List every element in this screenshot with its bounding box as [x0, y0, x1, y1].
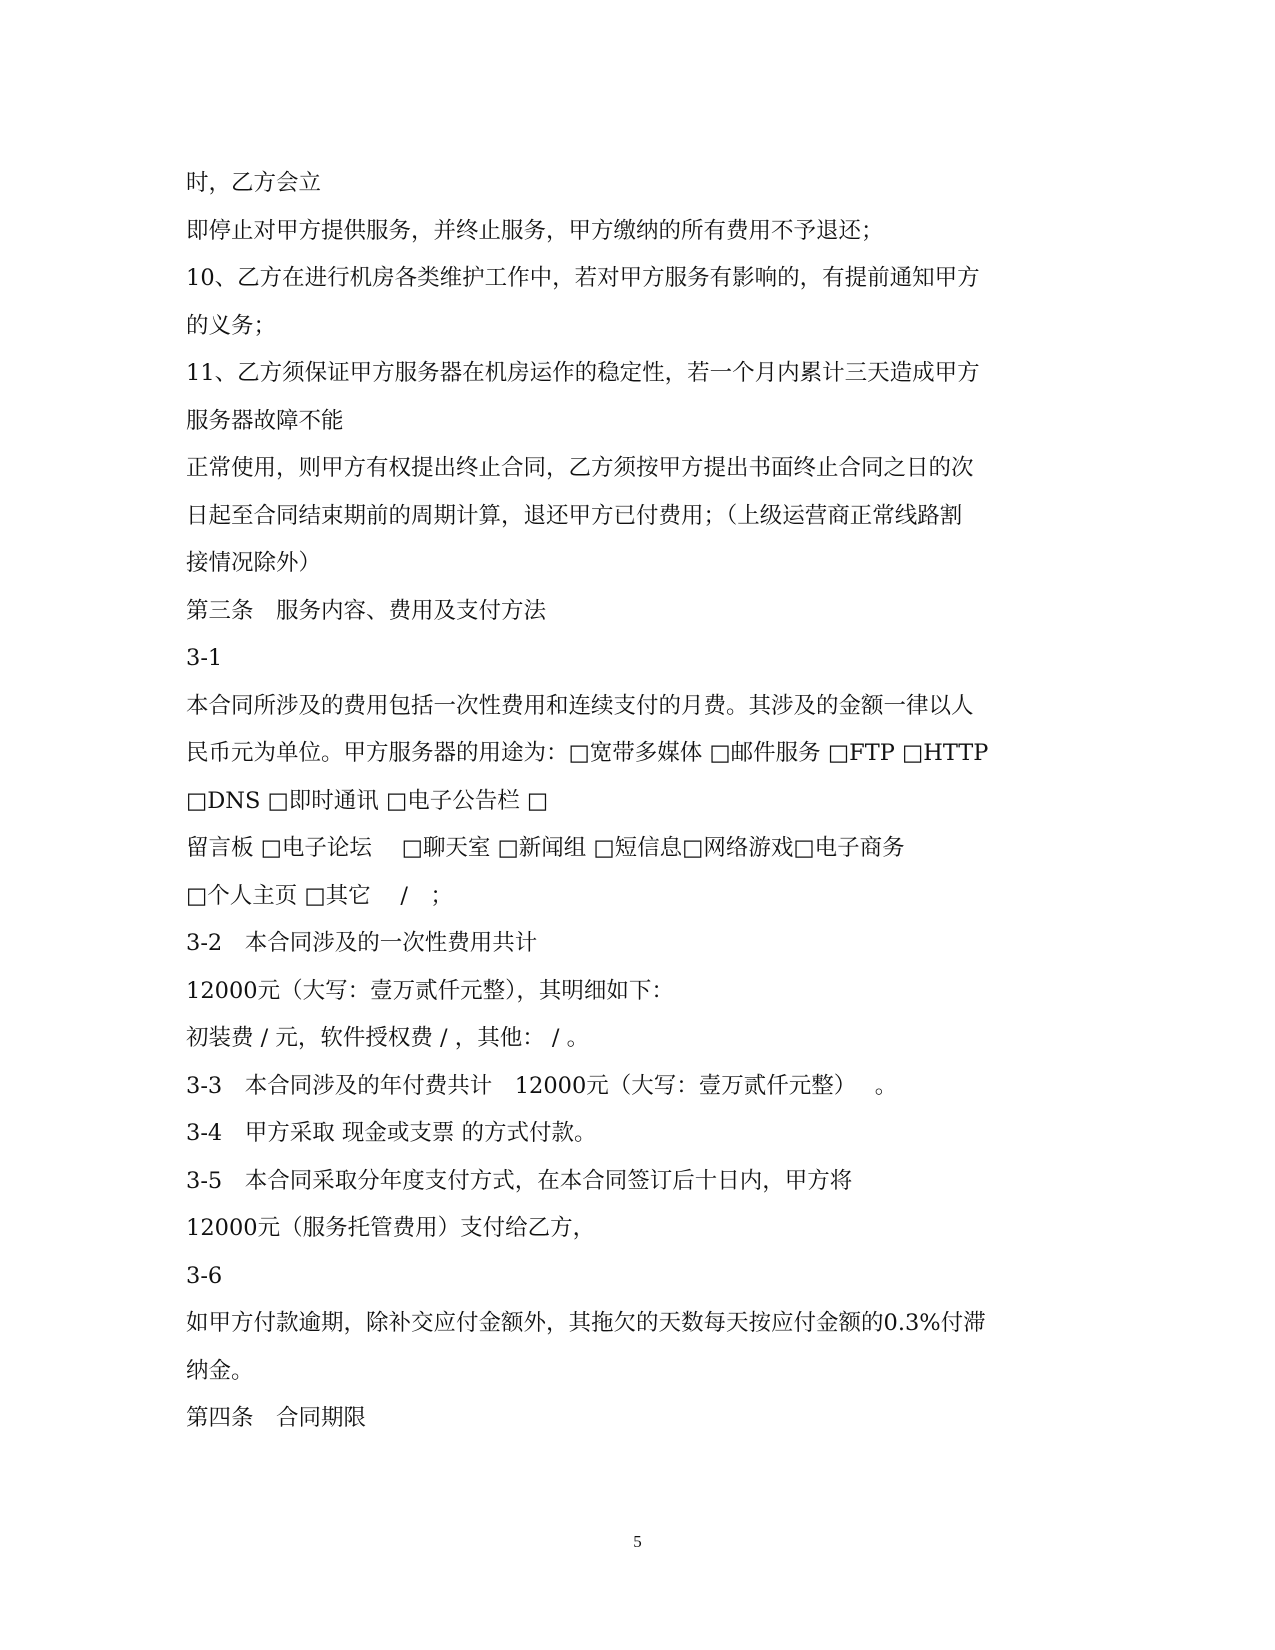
- section-heading: 第三条 服务内容、费用及支付方法: [186, 597, 547, 624]
- text-line: 纳金。: [186, 1357, 254, 1384]
- text-line: 3-2 本合同涉及的一次性费用共计: [186, 930, 538, 956]
- text-line: □个人主页 □其它 / ；: [186, 882, 453, 909]
- text-line: 接情况除外）: [186, 550, 322, 576]
- text-line: 本合同所涉及的费用包括一次性费用和连续支付的月费。其涉及的金额一律以人: [186, 692, 974, 719]
- text-line: 服务器故障不能: [186, 407, 344, 434]
- text-line: 3-5 本合同采取分年度支付方式，在本合同签订后十日内，甲方将: [186, 1167, 853, 1194]
- text-line: 10、乙方在进行机房各类维护工作中，若对甲方服务有影响的，有提前通知甲方: [186, 265, 980, 291]
- text-line: 12000元（服务托管费用）支付给乙方，: [186, 1215, 596, 1241]
- text-line: 民币元为单位。甲方服务器的用途为：□宽带多媒体 □邮件服务 □FTP □HTTP: [186, 740, 989, 766]
- document-body: [186, 160, 1026, 1443]
- text-line: 初装费 / 元，软件授权费 / ，其他： / 。: [186, 1025, 590, 1051]
- text-line: 11、乙方须保证甲方服务器在机房运作的稳定性，若一个月内累计三天造成甲方: [186, 360, 980, 386]
- text-line: 3-3 本合同涉及的年付费共计 12000元（大写：壹万贰仟元整） 。: [186, 1072, 898, 1099]
- text-line: 的义务；: [186, 312, 277, 339]
- clause-number: 3-1: [186, 645, 223, 671]
- text-line: 正常使用，则甲方有权提出终止合同，乙方须按甲方提出书面终止合同之日的次: [186, 455, 974, 481]
- section-heading: 第四条 合同期限: [186, 1405, 367, 1431]
- page-number: 5: [633, 1532, 642, 1551]
- text-line: 如甲方付款逾期，除补交应付金额外，其拖欠的天数每天按应付金额的0.3%付滞: [186, 1310, 986, 1336]
- text-line: 3-4 甲方采取 现金或支票 的方式付款。: [186, 1120, 597, 1146]
- text-line: □DNS □即时通讯 □电子公告栏 □: [186, 787, 549, 814]
- clause-number: 3-6: [186, 1262, 223, 1289]
- text-line: 时，乙方会立: [186, 170, 322, 196]
- text-line: 留言板 □电子论坛 □聊天室 □新闻组 □短信息□网络游戏□电子商务: [186, 835, 905, 861]
- text-line: 即停止对甲方提供服务，并终止服务，甲方缴纳的所有费用不予退还；: [186, 217, 884, 244]
- text-line: 日起至合同结束期前的周期计算，退还甲方已付费用；（上级运营商正常线路割: [186, 502, 963, 529]
- text-line: 12000元（大写：壹万贰仟元整），其明细如下：: [186, 977, 674, 1004]
